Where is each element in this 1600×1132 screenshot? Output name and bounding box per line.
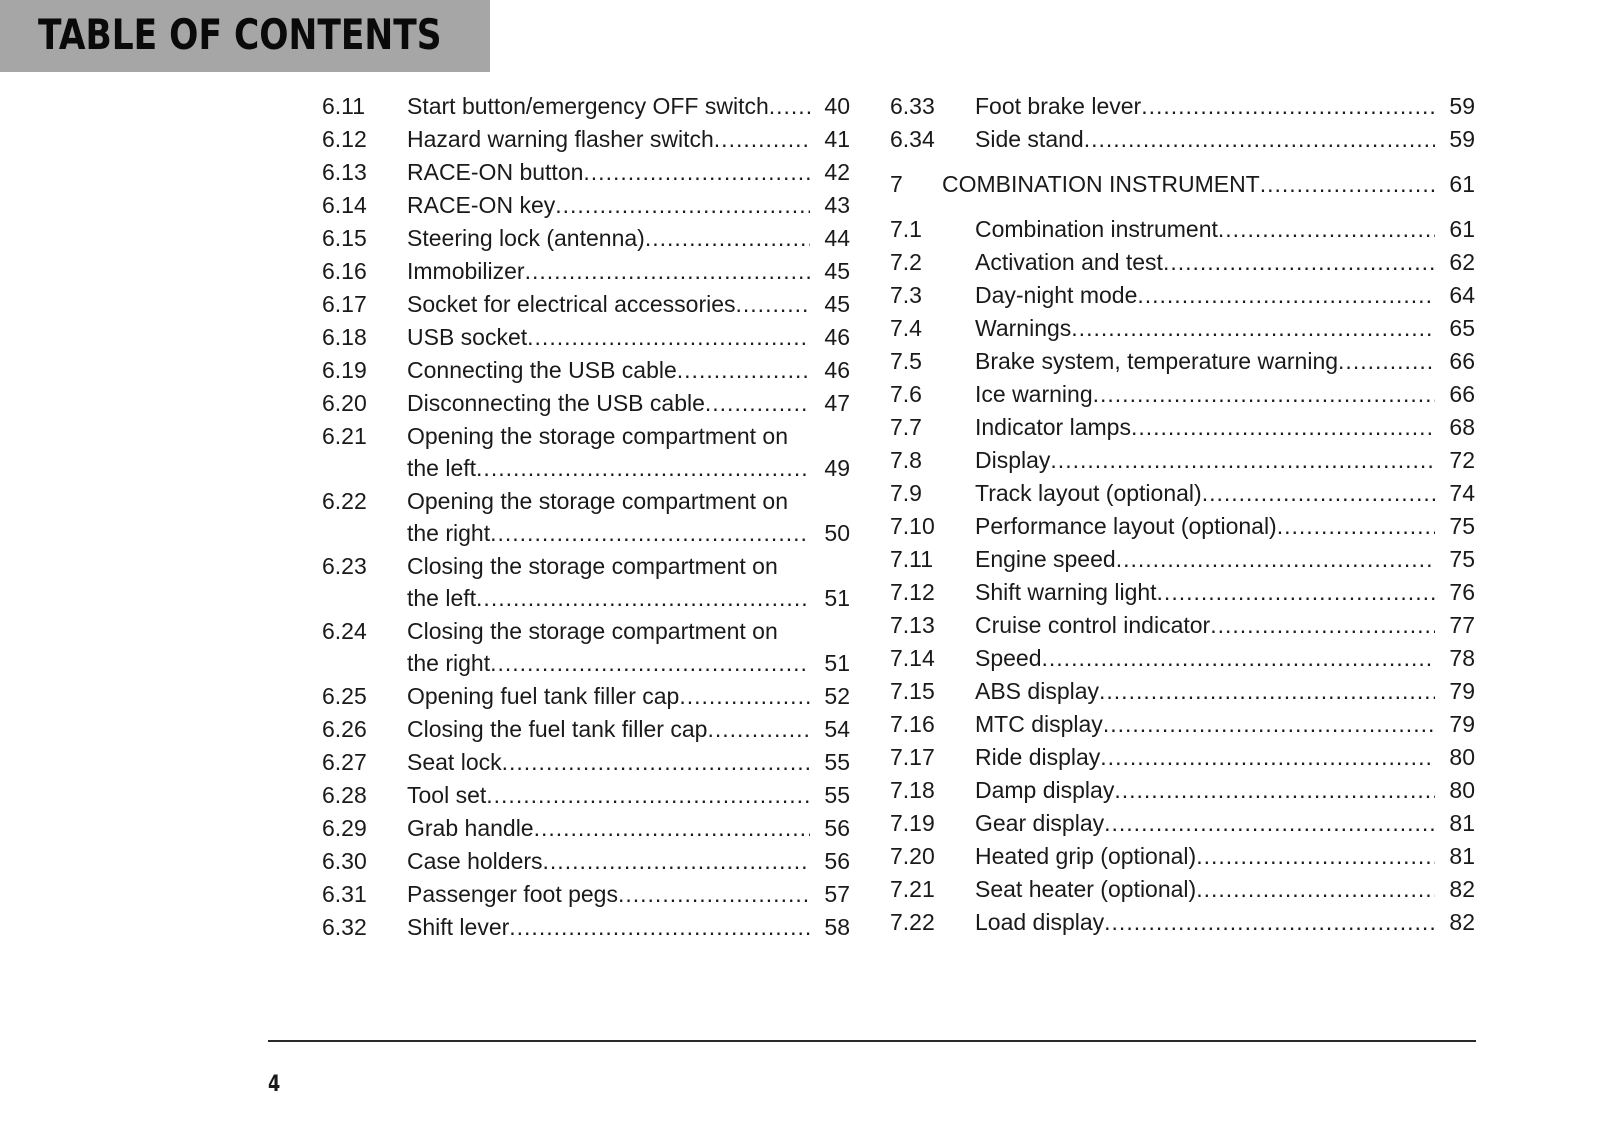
- chapter-title: COMBINATION INSTRUMENT .....: [942, 168, 1435, 201]
- dot-leader: [1277, 510, 1435, 543]
- toc-entry[interactable]: [890, 675, 1475, 708]
- entry-title: Connecting the USB cable: [407, 357, 677, 383]
- entry-page: 40: [824, 93, 850, 119]
- toc-entry[interactable]: [890, 345, 1475, 378]
- entry-number: 7.8: [890, 447, 922, 473]
- entry-title-cont: the left: [407, 455, 477, 481]
- entry-page: 56: [824, 815, 850, 841]
- entry-number: 6.16: [322, 258, 367, 284]
- entry-page: 43: [824, 192, 850, 218]
- entry-title: Ice warning: [975, 381, 1093, 407]
- toc-entry[interactable]: [890, 609, 1475, 642]
- toc-entry[interactable]: [322, 189, 850, 222]
- entry-page: 81: [1449, 843, 1475, 869]
- entry-number: 7.7: [890, 414, 922, 440]
- toc-entry-continuation[interactable]: [322, 517, 850, 550]
- entry-title: Heated grip (optional): [975, 843, 1197, 869]
- entry-number: 7.10: [890, 513, 935, 539]
- entry-title: Display: [975, 447, 1051, 473]
- entry-title: RACE-ON key: [407, 192, 556, 218]
- entry-number: 6.34: [890, 126, 935, 152]
- toc-entry[interactable]: [322, 387, 850, 420]
- toc-entry[interactable]: [890, 477, 1475, 510]
- dot-leader: [1141, 90, 1435, 123]
- toc-entry[interactable]: [890, 510, 1475, 543]
- toc-entry-continuation[interactable]: [322, 452, 850, 485]
- toc-entry[interactable]: [322, 713, 850, 746]
- dot-leader: [555, 189, 810, 222]
- entry-title: Cruise control indicator: [975, 612, 1211, 638]
- chapter-page: 61: [1449, 171, 1475, 197]
- dot-leader: [1084, 123, 1435, 156]
- toc-entry[interactable]: [890, 543, 1475, 576]
- entry-title: Opening the storage compartment on: [407, 423, 789, 449]
- entry-number: 7.1: [890, 216, 922, 242]
- entry-number: 7.2: [890, 249, 922, 275]
- entry-page: 47: [824, 390, 850, 416]
- dot-leader: [543, 845, 810, 878]
- toc-entry[interactable]: [322, 911, 850, 944]
- toc-entry[interactable]: [322, 680, 850, 713]
- entry-page: 80: [1449, 744, 1475, 770]
- entry-number: 6.17: [322, 291, 367, 317]
- dot-leader: [1114, 774, 1435, 807]
- entry-title: Seat heater (optional): [975, 876, 1197, 902]
- toc-entry[interactable]: [890, 906, 1475, 939]
- dot-leader: [1104, 906, 1435, 939]
- entry-page: 62: [1449, 249, 1475, 275]
- entry-number: 6.31: [322, 881, 367, 907]
- entry-number: 7.6: [890, 381, 922, 407]
- entry-title: Warnings: [975, 315, 1072, 341]
- dot-leader: [525, 255, 810, 288]
- entry-title: Opening the storage compartment on: [407, 488, 789, 514]
- entry-page: 46: [824, 357, 850, 383]
- dot-leader: [679, 680, 810, 713]
- toc-entry[interactable]: [322, 615, 850, 647]
- entry-title: Combination instrument: [975, 216, 1218, 242]
- dot-leader: [1137, 279, 1435, 312]
- entry-number: 7.3: [890, 282, 922, 308]
- toc-entry[interactable]: [890, 444, 1475, 477]
- dot-leader: [1050, 444, 1435, 477]
- entry-number: 6.32: [322, 914, 367, 940]
- toc-entry[interactable]: [890, 312, 1475, 345]
- entry-page: 42: [824, 159, 850, 185]
- entry-title: Opening fuel tank filler cap: [407, 683, 680, 709]
- entry-number: 6.21: [322, 423, 367, 449]
- toc-right-column: [890, 90, 1475, 939]
- entry-title: Immobilizer: [407, 258, 525, 284]
- entry-page: 55: [824, 749, 850, 775]
- entry-title: Day-night mode: [975, 282, 1138, 308]
- toc-entry[interactable]: [890, 708, 1475, 741]
- entry-page: 52: [824, 683, 850, 709]
- dot-leader: [1131, 411, 1435, 444]
- entry-page: 54: [824, 716, 850, 742]
- dot-leader: [1196, 873, 1435, 906]
- entry-title: Steering lock (antenna): [407, 225, 645, 251]
- entry-page: 66: [1449, 381, 1475, 407]
- entry-title: ABS display: [975, 678, 1100, 704]
- entry-title: Socket for electrical accessories: [407, 291, 736, 317]
- toc-entry[interactable]: [322, 321, 850, 354]
- toc-entry[interactable]: [322, 779, 850, 812]
- entry-page: 46: [824, 324, 850, 350]
- entry-page: 51: [824, 650, 850, 676]
- entry-title: Grab handle: [407, 815, 534, 841]
- dot-leader: [534, 812, 810, 845]
- dot-leader: [1157, 576, 1435, 609]
- dot-leader: [476, 582, 810, 615]
- entry-title-cont: the left: [407, 585, 477, 611]
- toc-entry[interactable]: [322, 156, 850, 189]
- entry-title: Foot brake lever: [975, 93, 1142, 119]
- toc-entry[interactable]: [890, 246, 1475, 279]
- entry-title-cont: the right: [407, 520, 491, 546]
- entry-page: 44: [824, 225, 850, 251]
- dot-leader: [1202, 477, 1435, 510]
- entry-number: 7.9: [890, 480, 922, 506]
- dot-leader: [527, 321, 810, 354]
- entry-page: 59: [1449, 93, 1475, 119]
- header-band: [0, 0, 490, 72]
- toc-entry[interactable]: [890, 840, 1475, 873]
- entry-title: Seat lock: [407, 749, 502, 775]
- entry-number: 6.18: [322, 324, 367, 350]
- toc-entry[interactable]: [322, 550, 850, 582]
- entry-number: 7.5: [890, 348, 922, 374]
- dot-leader: [736, 288, 810, 321]
- toc-entry-continuation[interactable]: [322, 582, 850, 615]
- dot-leader: [1100, 741, 1435, 774]
- toc-entry[interactable]: [890, 576, 1475, 609]
- dot-leader: [1099, 675, 1435, 708]
- dot-leader: [714, 123, 810, 156]
- entry-page: 81: [1449, 810, 1475, 836]
- entry-number: 6.11: [322, 93, 366, 119]
- entry-title: Tool set: [407, 782, 487, 808]
- toc-entry-continuation[interactable]: [322, 647, 850, 680]
- entry-number: 6.14: [322, 192, 367, 218]
- entry-page: 50: [824, 520, 850, 546]
- entry-page: 82: [1449, 876, 1475, 902]
- entry-title: USB socket: [407, 324, 528, 350]
- entry-title: Shift warning light: [975, 579, 1157, 605]
- dot-leader: [1116, 543, 1435, 576]
- entry-title: RACE-ON button: [407, 159, 584, 185]
- entry-title: Engine speed: [975, 546, 1116, 572]
- entry-page: 65: [1449, 315, 1475, 341]
- toc-chapter-entry[interactable]: [890, 168, 1475, 201]
- entry-page: 66: [1449, 348, 1475, 374]
- toc-entry[interactable]: [890, 213, 1475, 246]
- toc-entry[interactable]: [322, 845, 850, 878]
- dot-leader: [705, 387, 810, 420]
- entry-page: 77: [1449, 612, 1475, 638]
- entry-title: MTC display: [975, 711, 1103, 737]
- entry-page: 58: [824, 914, 850, 940]
- entry-number: 7.13: [890, 612, 935, 638]
- footer-rule: [268, 1040, 1476, 1042]
- entry-page: 56: [824, 848, 850, 874]
- entry-page: 74: [1449, 480, 1475, 506]
- toc-entry[interactable]: [322, 222, 850, 255]
- entry-number: 6.13: [322, 159, 367, 185]
- entry-page: 68: [1449, 414, 1475, 440]
- dot-leader: [1071, 312, 1435, 345]
- entry-number: 7.15: [890, 678, 935, 704]
- entry-title: Start button/emergency OFF switch: [407, 93, 769, 119]
- entry-title: Closing the fuel tank filler cap: [407, 716, 708, 742]
- entry-page: 75: [1449, 546, 1475, 572]
- dot-leader: [769, 90, 810, 123]
- entry-title: Brake system, temperature warning: [975, 348, 1339, 374]
- toc-entry[interactable]: [322, 90, 850, 123]
- entry-page: 78: [1449, 645, 1475, 671]
- entry-page: 45: [824, 291, 850, 317]
- entry-title: Indicator lamps: [975, 414, 1131, 440]
- dot-leader: [490, 517, 810, 550]
- toc-entry[interactable]: [890, 90, 1475, 123]
- entry-page: 76: [1449, 579, 1475, 605]
- entry-number: 7.12: [890, 579, 935, 605]
- entry-number: 7.22: [890, 909, 935, 935]
- entry-number: 6.28: [322, 782, 367, 808]
- entry-number: 6.25: [322, 683, 367, 709]
- dot-leader: [502, 746, 810, 779]
- entry-number: 6.30: [322, 848, 367, 874]
- entry-number: 7.19: [890, 810, 935, 836]
- toc-entry[interactable]: [890, 279, 1475, 312]
- dot-leader: [1093, 378, 1435, 411]
- toc-entry[interactable]: [322, 878, 850, 911]
- entry-title: Side stand: [975, 126, 1084, 152]
- entry-page: 55: [824, 782, 850, 808]
- entry-number: 6.24: [322, 618, 367, 644]
- entry-title: Ride display: [975, 744, 1101, 770]
- entry-page: 75: [1449, 513, 1475, 539]
- entry-number: 6.29: [322, 815, 367, 841]
- toc-entry[interactable]: [322, 255, 850, 288]
- entry-title: Gear display: [975, 810, 1105, 836]
- dot-leader: [486, 779, 810, 812]
- toc-entry[interactable]: [322, 485, 850, 517]
- toc-entry[interactable]: [322, 420, 850, 452]
- toc-entry[interactable]: [890, 774, 1475, 807]
- entry-title: Load display: [975, 909, 1105, 935]
- entry-title: Track layout (optional): [975, 480, 1202, 506]
- entry-title: Disconnecting the USB cable: [407, 390, 705, 416]
- entry-title: Shift lever: [407, 914, 510, 940]
- entry-page: 79: [1449, 711, 1475, 737]
- toc-left-column: [322, 90, 850, 944]
- entry-page: 59: [1449, 126, 1475, 152]
- entry-page: 80: [1449, 777, 1475, 803]
- entry-page: 49: [824, 455, 850, 481]
- chapter-number: 7: [890, 171, 903, 197]
- toc-entry[interactable]: [890, 741, 1475, 774]
- entry-title: Closing the storage compartment on: [407, 553, 778, 579]
- entry-number: 7.4: [890, 315, 922, 341]
- page-title: TABLE OF CONTENTS: [38, 10, 442, 59]
- dot-leader: [1104, 807, 1435, 840]
- toc-entry[interactable]: [890, 378, 1475, 411]
- dot-leader: [583, 156, 810, 189]
- entry-title: Hazard warning flasher switch: [407, 126, 714, 152]
- dot-leader: [618, 878, 810, 911]
- entry-title: Case holders: [407, 848, 543, 874]
- dot-leader: [677, 354, 810, 387]
- dot-leader: [490, 647, 810, 680]
- dot-leader: [645, 222, 810, 255]
- entry-title: Damp display: [975, 777, 1115, 803]
- entry-number: 6.12: [322, 126, 367, 152]
- entry-number: 6.15: [322, 225, 367, 251]
- entry-page: 79: [1449, 678, 1475, 704]
- toc-entry[interactable]: [322, 812, 850, 845]
- entry-page: 64: [1449, 282, 1475, 308]
- toc-entry[interactable]: [890, 873, 1475, 906]
- entry-number: 6.33: [890, 93, 935, 119]
- entry-page: 61: [1449, 216, 1475, 242]
- page-number: 4: [268, 1072, 281, 1097]
- entry-page: 82: [1449, 909, 1475, 935]
- entry-number: 6.26: [322, 716, 367, 742]
- entry-title: Activation and test: [975, 249, 1163, 275]
- entry-number: 7.11: [890, 546, 934, 572]
- dot-leader: [509, 911, 810, 944]
- entry-page: 51: [824, 585, 850, 611]
- entry-number: 6.27: [322, 749, 367, 775]
- dot-leader: [1210, 609, 1435, 642]
- toc-entry[interactable]: [322, 123, 850, 156]
- dot-leader: [1103, 708, 1435, 741]
- dot-leader: [1260, 168, 1435, 201]
- entry-number: 7.20: [890, 843, 935, 869]
- dot-leader: [1218, 213, 1435, 246]
- entry-number: 7.21: [890, 876, 935, 902]
- entry-title: Passenger foot pegs: [407, 881, 618, 907]
- entry-title: Performance layout (optional): [975, 513, 1277, 539]
- entry-number: 6.23: [322, 553, 367, 579]
- dot-leader: [1196, 840, 1435, 873]
- entry-page: 57: [824, 881, 850, 907]
- entry-number: 6.19: [322, 357, 367, 383]
- dot-leader: [476, 452, 810, 485]
- toc-entry[interactable]: [890, 807, 1475, 840]
- dot-leader: [707, 713, 810, 746]
- entry-page: 45: [824, 258, 850, 284]
- entry-number: 7.18: [890, 777, 935, 803]
- dot-leader: [1338, 345, 1435, 378]
- toc-entry[interactable]: [890, 642, 1475, 675]
- entry-page: 41: [824, 126, 850, 152]
- entry-number: 7.17: [890, 744, 935, 770]
- dot-leader: [1163, 246, 1435, 279]
- entry-title: Closing the storage compartment on: [407, 618, 778, 644]
- toc-entry[interactable]: [322, 288, 850, 321]
- entry-number: 6.20: [322, 390, 367, 416]
- toc-entry[interactable]: [322, 354, 850, 387]
- entry-number: 7.16: [890, 711, 935, 737]
- entry-title: Speed: [975, 645, 1042, 671]
- dot-leader: [1042, 642, 1435, 675]
- entry-number: 6.22: [322, 488, 367, 514]
- entry-number: 7.14: [890, 645, 935, 671]
- entry-title-cont: the right: [407, 650, 491, 676]
- toc-entry[interactable]: [890, 123, 1475, 156]
- entry-page: 72: [1449, 447, 1475, 473]
- toc-entry[interactable]: [890, 411, 1475, 444]
- toc-entry[interactable]: [322, 746, 850, 779]
